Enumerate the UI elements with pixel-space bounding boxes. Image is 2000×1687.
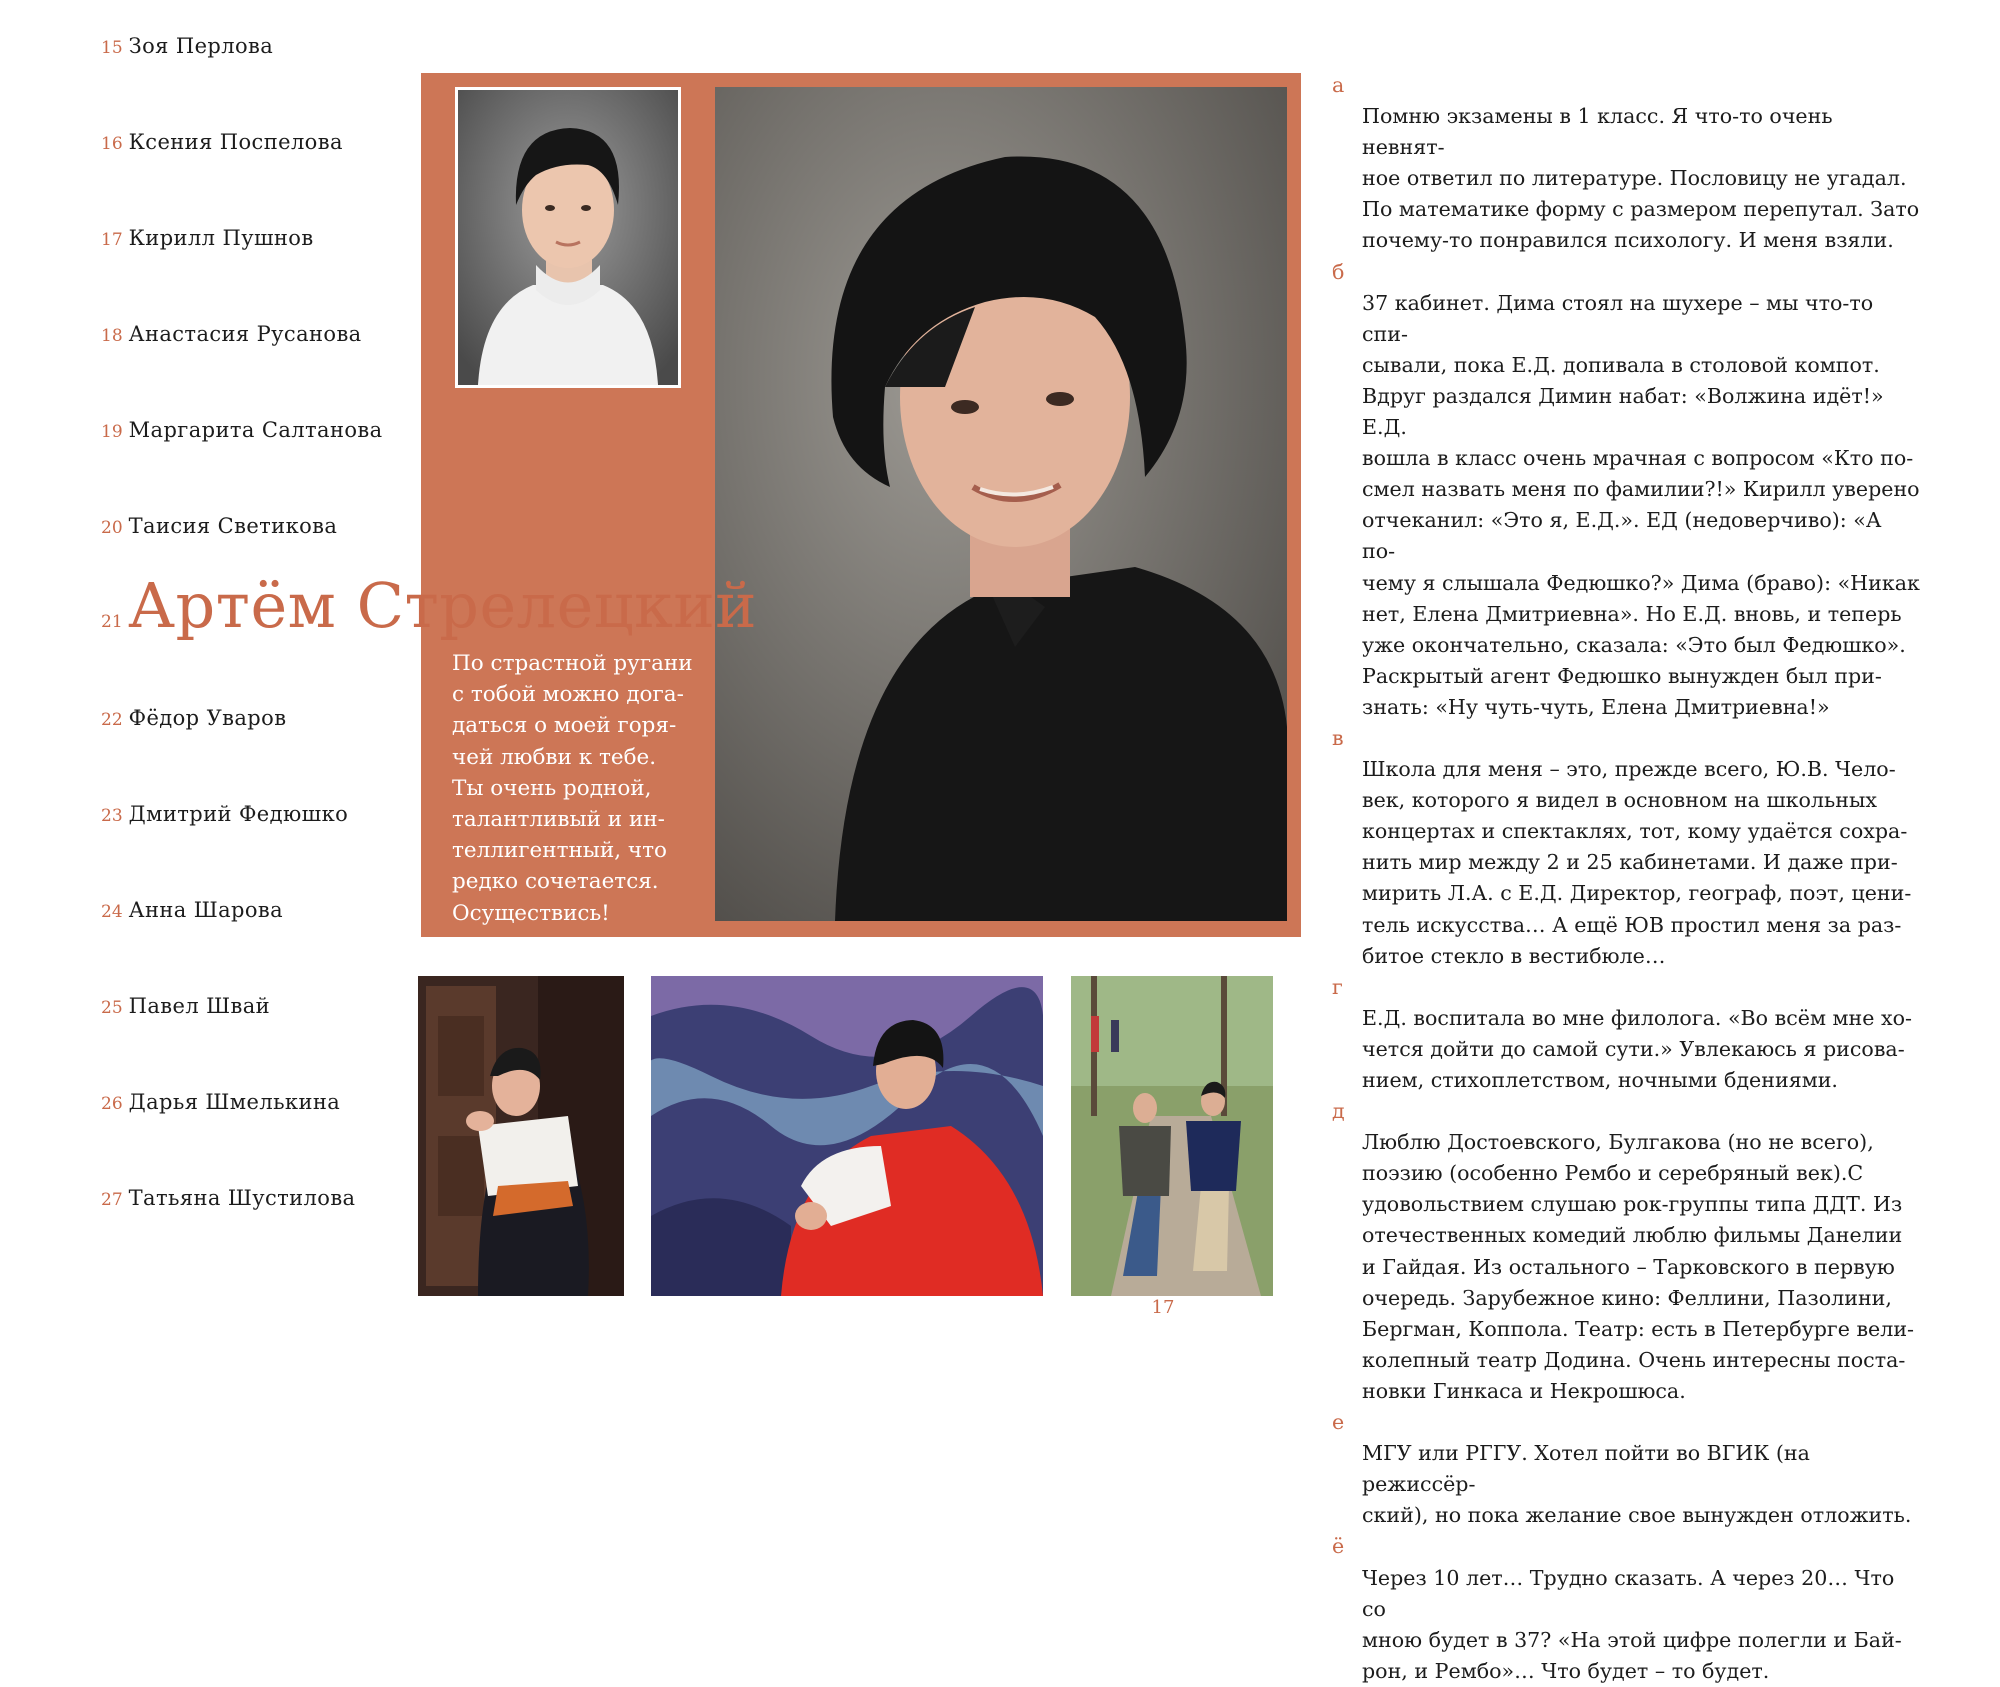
roster-name: Павел Швай [128,994,271,1018]
answer-item [1330,1407,1920,1531]
roster-item [101,896,283,926]
wish-text: По страстной ругани с тобой можно дога- даться о моей горя- чей любви к тебе. Ты очень родной, талантливый и ин- теллигентный, что редко сочетается. Осуществись! [452,651,693,926]
roster-item [101,128,343,158]
roster-name: Татьяна Шустилова [128,1186,356,1210]
answer-text: Люблю Достоевского, Булгакова (но не всего), поэзию (особенно Рембо и серебряный век).С удовольствием слушаю рок-группы типа ДДТ. Из отечественных комедий люблю фильмы Данелии и Гайдая. Из остального – Тарковского в первую очередь. Зарубежное кино: Феллини, Пазолини, Бергман, Коппола. Театр: есть в Петербурге вели- колепный театр Додина. Очень интересны поста- новки Гинкаса и Некрошюса. [1362,1130,1914,1403]
roster-name: Таисия Светикова [128,514,338,538]
roster-number: 22 [101,710,123,730]
roster-number: 18 [101,326,123,346]
roster-item [101,1088,340,1118]
roster-number: 20 [101,518,123,538]
answer-text: 37 кабинет. Дима стоял на шухере – мы что-то спи- сывали, пока Е.Д. допивала в столовой компот. Вдруг раздался Димин набат: «Волжина идёт!» Е.Д. вошла в класс очень мрачная с вопросом «Кто по- смел назвать меня по фамилии?!» Кирилл уверено отчеканил: «Это я, Е.Д.». ЕД (недоверчиво): «А по- чему я слышала Федюшко?» Дима (браво): «Никак нет, Елена Дмитриевна». Но Е.Д. вновь, и теперь уже окончательно, сказала: «Это был Федюшко». Раскрытый агент Федюшко вынужден был при- знать: «Ну чуть-чуть, Елена Дмитриевна!» [1362,290,1920,719]
answer-letter: д [1332,1099,1345,1124]
roster-item [101,1184,355,1214]
answer-text: Помню экзамены в 1 класс. Я что-то очень невнят- ное ответил по литературе. Пословицу не угадал. По математике форму с размером перепутал. Зато почему-то понравился психологу. И меня взяли. [1362,104,1920,253]
park-photo [1071,976,1273,1296]
answer-text: Через 10 лет… Трудно сказать. А через 20… Что со мною будет в 37? «На этой цифре полегли и Бай- рон, и Рембо»… Что будет – то будет. [1362,1565,1902,1683]
roster-number: 19 [101,422,123,442]
roster-item [101,416,383,446]
portrait-photo [715,87,1287,921]
roster-item [101,992,270,1022]
answer-text: Школа для меня – это, прежде всего, Ю.В. Чело- век, которого я видел в основном на школьных концертах и спектаклях, тот, кому удаётся сохра- нить мир между 2 и 25 кабинетами. И даже при- мирить Л.А. с Е.Д. Директор, географ, поэт, цени- тель искусства… А ещё ЮВ простил меня за раз- битое стекло в вестибюле… [1362,757,1912,968]
answer-letter: е [1332,1410,1345,1435]
roster-number: 17 [101,230,123,250]
answer-letter: б [1332,259,1345,284]
roster-item [101,320,362,350]
roster-item [101,224,314,254]
answer-item [1330,1096,1920,1407]
roster-name: Кирилл Пушнов [128,226,314,250]
roster-name: Фёдор Уваров [128,706,287,730]
answer-text: МГУ или РГГУ. Хотел пойти во ВГИК (на режиссёр- ский), но пока желание свое вынужден отложить. [1362,1441,1912,1528]
featured-number: 21 [101,612,123,632]
stage-photo-2 [651,976,1043,1296]
childhood-photo [455,87,681,388]
answer-item [1330,257,1920,723]
roster-name: Маргарита Салтанова [128,418,383,442]
roster-number: 26 [101,1094,123,1114]
answer-item [1330,723,1920,972]
roster-name: Ксения Поспелова [128,130,343,154]
answer-item [1330,70,1920,257]
featured-name: Артём Стрелецкий [128,569,758,642]
roster-number: 15 [101,38,123,58]
answer-letter: а [1332,73,1345,97]
roster-name: Дмитрий Федюшко [128,802,349,826]
roster-item [101,704,286,734]
roster-number: 16 [101,134,123,154]
roster-name: Анастасия Русанова [128,322,362,346]
roster-name: Зоя Перлова [128,34,274,58]
roster-item [101,32,273,62]
stage-photo-1 [418,976,624,1296]
answer-item [1330,1531,1920,1686]
roster-number: 25 [101,998,123,1018]
roster-item [101,800,348,830]
roster-number: 23 [101,806,123,826]
roster-number: 27 [101,1190,123,1210]
roster-number: 24 [101,902,123,922]
roster-item [101,512,337,542]
roster-name: Дарья Шмелькина [128,1090,341,1114]
answer-letter: ё [1332,1534,1345,1559]
answer-item [1330,972,1920,1096]
roster-name: Анна Шарова [128,898,284,922]
answer-text: Е.Д. воспитала во мне филолога. «Во всём мне хо- чется дойти до самой сути.» Увлекаюсь я рисова- нием, стихоплетством, ночными бдениями. [1362,1005,1912,1092]
page-number: 17 [1151,1297,1175,1318]
answer-letter: г [1332,974,1343,999]
answers-column [1330,70,1920,1687]
answer-letter: в [1332,725,1344,750]
